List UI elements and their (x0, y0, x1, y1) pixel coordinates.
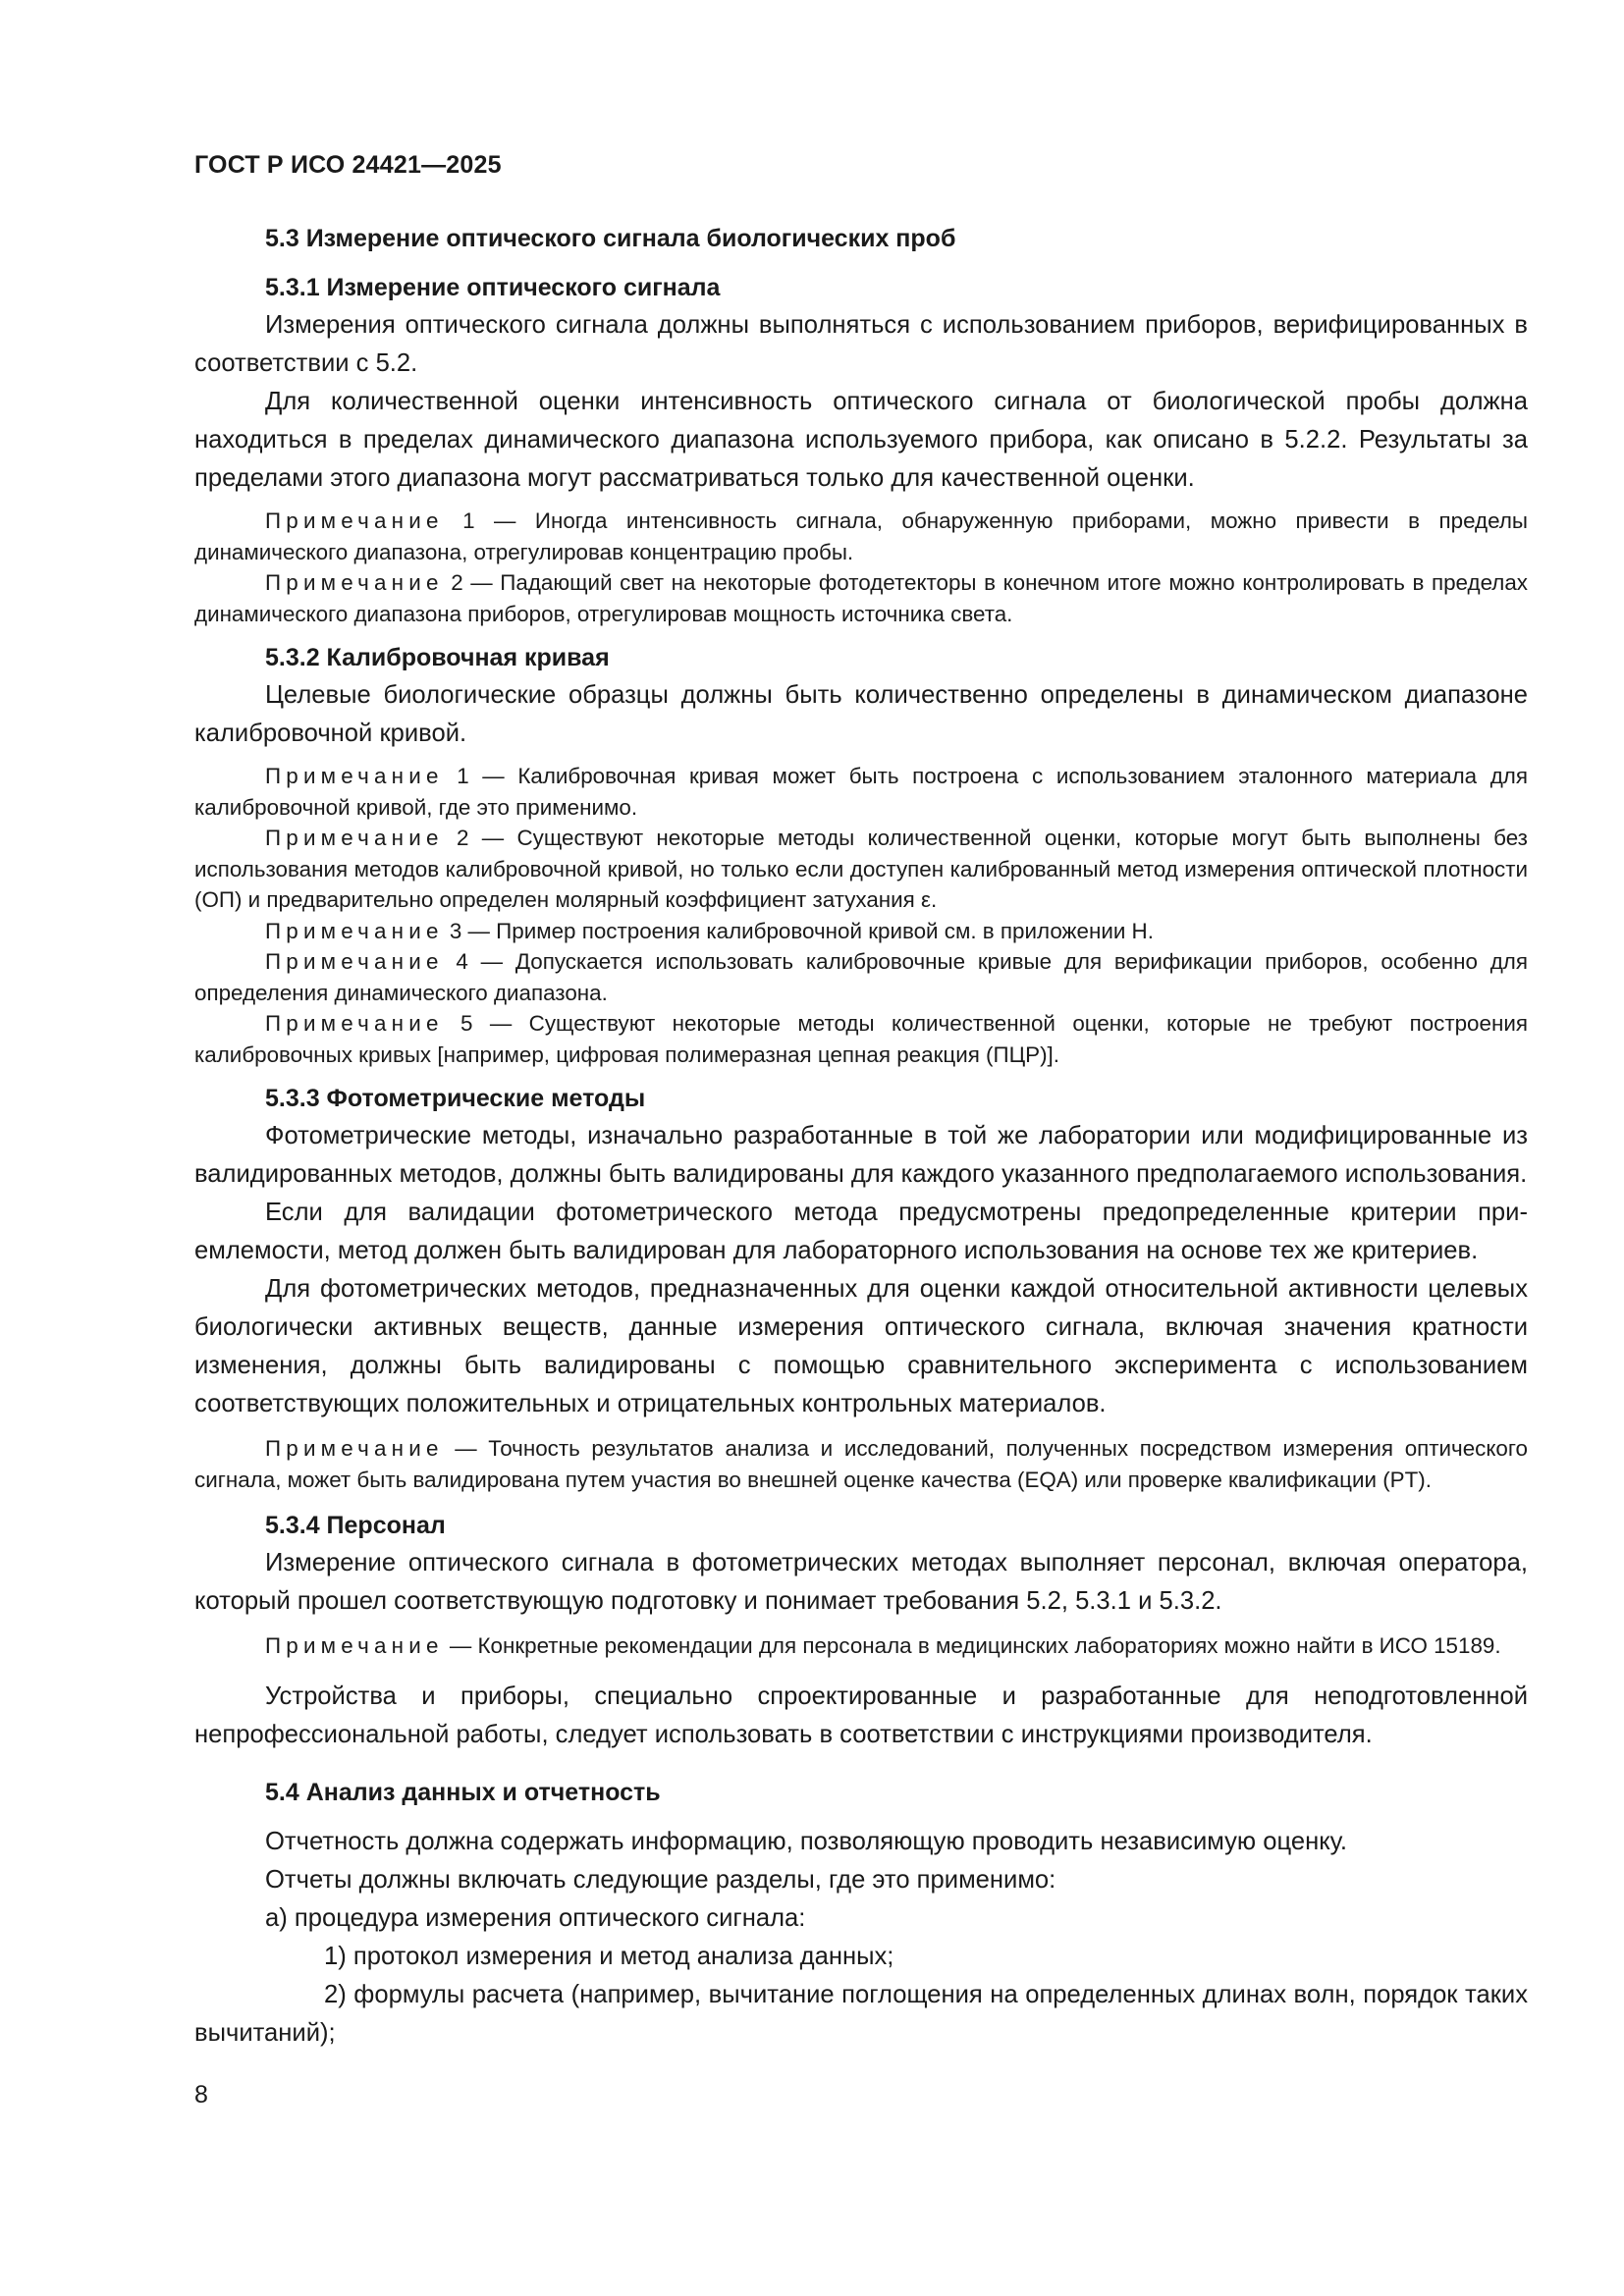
paragraph: Для фотометрических методов, предназначенных для оценки каждой относительной активности целевых биологически активных веществ, данные измерения оптического сигнала, включая значения кратности изменения, должны быть валидированы с помощью сравнительного эксперимента с использованием соответствующих положительных и отрицательных контрольных материалов. (194, 1275, 1528, 1417)
note (194, 916, 1528, 947)
paragraph: Фотометрические методы, изначально разработанные в той же лаборатории или модифицированные из валидированных методов, должны быть валидированы для каждого указанного предполагаемого использования. (194, 1122, 1528, 1188)
note-text: Конкретные рекомендации для персонала в медицинских лабораториях можно найти в ИСО 15189. (477, 1633, 1501, 1658)
note-text: Существуют некоторые методы количественной оценки, которые могут быть выполнены без использования методов калибровочной кривой, но только если доступен калиброванный метод измерения оптической плотности (ОП) и предварительно определен молярный коэффициент затухания ε. (194, 826, 1528, 912)
note-number: — (449, 1633, 472, 1658)
note-text: Точность результатов анализа и исследований, полученных посредством измерения оптического сигнала, может быть валидирована путем участия во внешней оценке качества (EQA) или проверке квалификации (PT). (194, 1436, 1528, 1492)
note-number: 5 — (460, 1011, 513, 1036)
note-text: Калибровочная кривая может быть построена с использованием эталонного материала для калибровочной кривой, где это применимо. (194, 764, 1528, 820)
note-number: — (455, 1436, 477, 1461)
list-item-2: 2) формулы расчета (например, вычитание поглощения на определенных длинах волн, порядок таких вычитаний); (194, 1980, 1528, 2047)
section-5-3-2-heading: 5.3.2 Калибровочная кривая (265, 644, 610, 671)
paragraph: Устройства и приборы, специально спроектированные и разработанные для неподготовленной непрофессиональной работы, следует использовать в соответствии с инструкциями производителя. (194, 1682, 1528, 1748)
note (194, 761, 1528, 823)
paragraph: Отчеты должны включать следующие разделы, где это применимо: (265, 1865, 1056, 1894)
note-number: 4 — (456, 949, 504, 974)
paragraph: Для количественной оценки интенсивность оптического сигнала от биологической пробы должна находиться в пределах динамического диапазона используемого прибора, как описано в 5.2.2. Результаты за пределами этого диапазона могут рассматриваться только для качественной оценки. (194, 388, 1528, 492)
note (194, 1008, 1528, 1070)
note-label: Примечание (265, 918, 444, 943)
note-text: Падающий свет на некоторые фотодетекторы в конечном итоге можно контролировать в пределах динамического диапазона приборов, отрегулировав мощность источника света. (194, 570, 1528, 626)
note-number: 2 — (451, 570, 493, 595)
note-label: Примечание (265, 949, 444, 974)
note (194, 823, 1528, 916)
note (194, 567, 1528, 629)
note-label: Примечание (265, 570, 444, 595)
note-text: Существуют некоторые методы количественной оценки, которые не требуют построения калибровочных кривых [например, цифровая полимеразная цепная реакция (ПЦР)]. (194, 1011, 1528, 1067)
list-item-1: 1) протокол измерения и метод анализа данных; (324, 1942, 894, 1970)
section-5-3-4-heading: 5.3.4 Персонал (265, 1512, 446, 1539)
page-number: 8 (194, 2081, 208, 2109)
note-text: Пример построения калибровочной кривой см. в приложении Н. (496, 918, 1154, 943)
note-label: Примечание (265, 1633, 444, 1658)
note-number: 2 — (456, 826, 505, 850)
paragraph: Измерение оптического сигнала в фотометрических методах выполняет персонал, включая оператора, который прошел соответствующую подготовку и понимает требования 5.2, 5.3.1 и 5.3.2. (194, 1549, 1528, 1615)
note-text: Иногда интенсивность сигнала, обнаруженную приборами, можно привести в пределы динамического диапазона, отрегулировав концентрацию пробы. (194, 508, 1528, 564)
note-number: 3 — (449, 918, 490, 943)
paragraph: Если для валидации фотометрического метода предусмотрены предопределенные критерии приемлемости, метод должен быть валидирован для лабораторного использования на основе тех же критериев. (194, 1199, 1528, 1264)
list-item-a: а) процедура измерения оптического сигнала: (265, 1903, 806, 1932)
note-number: 1 — (462, 508, 516, 533)
note-number: 1 — (457, 764, 505, 788)
note (194, 946, 1528, 1008)
note-label: Примечание (265, 764, 444, 788)
paragraph: Целевые биологические образцы должны быть количественно определены в динамическом диапазоне калибровочной кривой. (194, 681, 1528, 747)
note (194, 1433, 1528, 1495)
document-page (194, 147, 1528, 2053)
section-5-3-heading: 5.3 Измерение оптического сигнала биологических проб (265, 225, 956, 252)
note-label: Примечание (265, 1011, 444, 1036)
section-5-3-1-heading: 5.3.1 Измерение оптического сигнала (265, 274, 721, 301)
note (194, 1630, 1528, 1662)
section-5-3-3-heading: 5.3.3 Фотометрические методы (265, 1085, 646, 1112)
document-code-header: ГОСТ Р ИСО 24421—2025 (194, 151, 502, 179)
paragraph: Измерения оптического сигнала должны выполняться с использованием приборов, верифицированных в соответствии с 5.2. (194, 311, 1528, 377)
note-text: Допускается использовать калибровочные кривые для верификации приборов, особенно для определения динамического диапазона. (194, 949, 1528, 1005)
paragraph: Отчетность должна содержать информацию, позволяющую проводить независимую оценку. (265, 1827, 1348, 1855)
note-label: Примечание (265, 1436, 444, 1461)
note (194, 506, 1528, 567)
note-label: Примечание (265, 826, 444, 850)
section-5-4-heading: 5.4 Анализ данных и отчетность (265, 1778, 661, 1806)
note-label: Примечание (265, 508, 444, 533)
